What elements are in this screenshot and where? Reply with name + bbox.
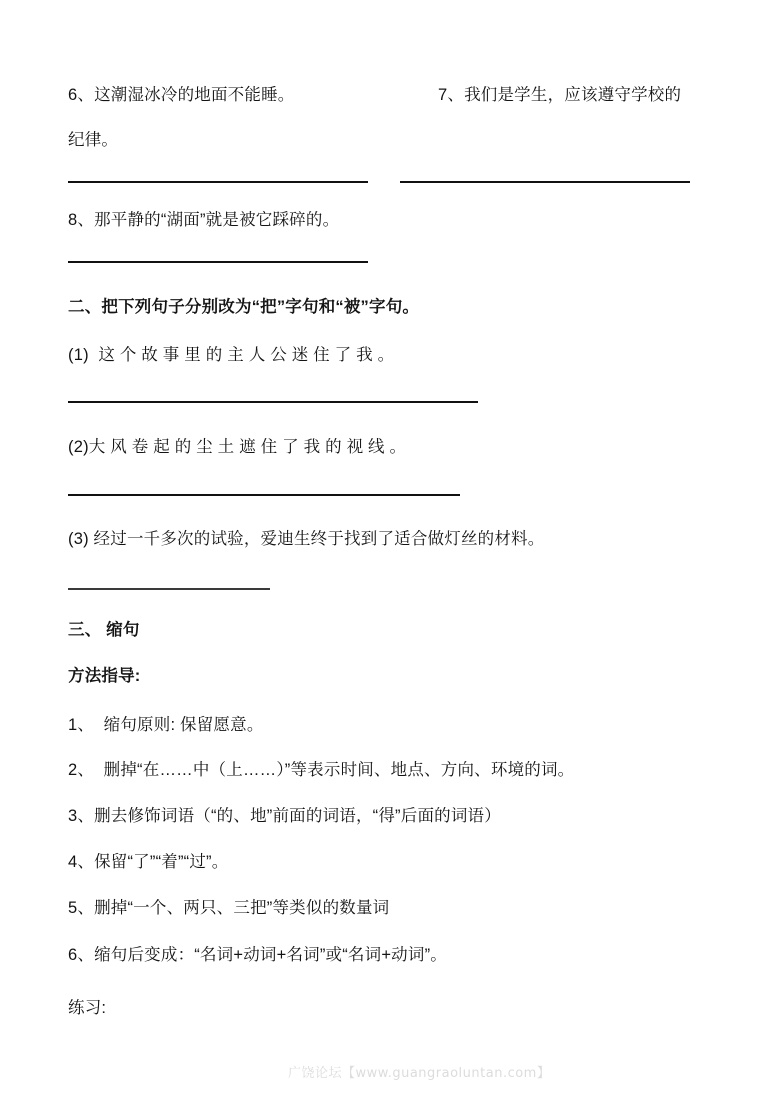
exercise-item-8: 8、那平静的“湖面”就是被它踩碎的。 bbox=[68, 211, 340, 229]
method-rule-5: 5、删掉“一个、两只、三把”等类似的数量词 bbox=[68, 899, 390, 917]
method-rule-6: 6、缩句后变成：“名词+动词+名词”或“名词+动词”。 bbox=[68, 946, 447, 964]
site-watermark: 广饶论坛【www.guangraoluntan.com】 bbox=[288, 1066, 551, 1081]
answer-blank-item-6[interactable] bbox=[68, 181, 368, 183]
method-rule-1: 1、 缩句原则: 保留愿意。 bbox=[68, 716, 264, 734]
practice-label: 练习: bbox=[68, 999, 107, 1017]
answer-blank-item-8[interactable] bbox=[68, 261, 368, 263]
exercise-item-7-line-2: 纪律。 bbox=[68, 131, 119, 149]
section-three-heading: 三、 缩句 bbox=[68, 621, 140, 639]
section-two-question-2: (2)大 风 卷 起 的 尘 土 遮 住 了 我 的 视 线 。 bbox=[68, 438, 407, 456]
exercise-item-7-line-1: 7、我们是学生，应该遵守学校的 bbox=[438, 86, 682, 104]
method-guidance-label: 方法指导: bbox=[68, 667, 141, 685]
method-rule-2: 2、 删掉“在……中（上……）”等表示时间、地点、方向、环境的词。 bbox=[68, 761, 575, 779]
answer-blank-question-2[interactable] bbox=[68, 494, 460, 496]
section-two-heading: 二、把下列句子分别改为“把”字句和“被”字句。 bbox=[68, 298, 420, 316]
section-two-question-1: (1) 这 个 故 事 里 的 主 人 公 迷 住 了 我 。 bbox=[68, 346, 395, 364]
section-two-question-3: (3) 经过一千多次的试验，爱迪生终于找到了适合做灯丝的材料。 bbox=[68, 530, 545, 548]
exercise-item-6: 6、这潮湿冰冷的地面不能睡。 bbox=[68, 86, 295, 104]
answer-blank-item-7[interactable] bbox=[400, 181, 690, 183]
method-rule-4: 4、保留“了”“着”“过”。 bbox=[68, 853, 229, 871]
answer-blank-question-1[interactable] bbox=[68, 401, 478, 403]
answer-blank-question-3[interactable] bbox=[68, 588, 270, 590]
method-rule-3: 3、删去修饰词语（“的、地”前面的词语，“得”后面的词语） bbox=[68, 807, 501, 825]
